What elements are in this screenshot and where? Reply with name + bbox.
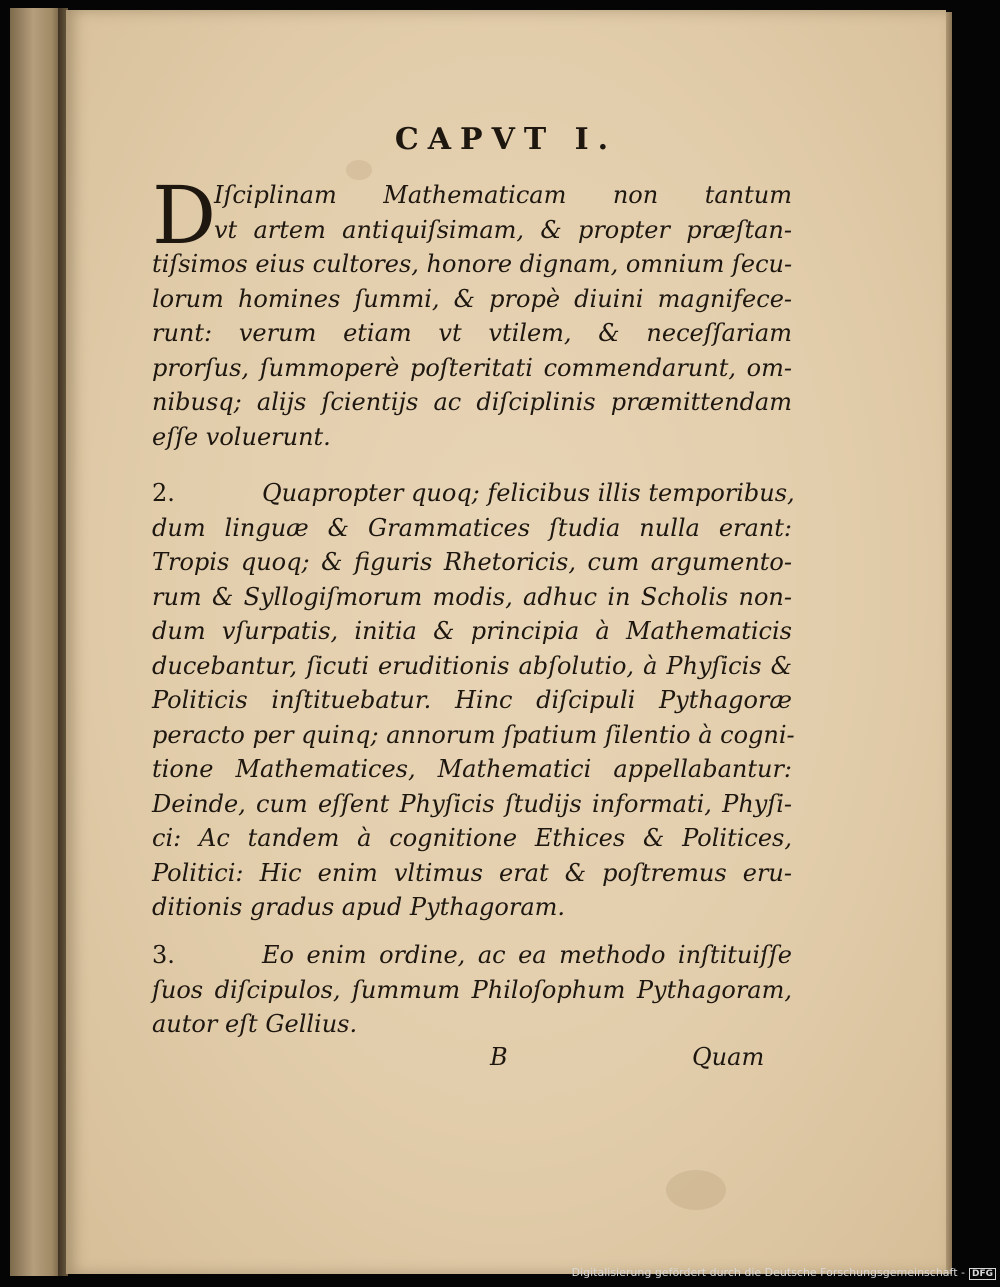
- signature-mark: B: [490, 1043, 508, 1071]
- paragraph-2: [152, 476, 795, 925]
- text-line: Iſciplinam Mathematicam non tantum: [214, 181, 792, 209]
- text-line: nibusq; alijs ſcientijs ac diſciplinis præmittendam: [152, 388, 792, 416]
- text-line: rum & Syllogiſmorum modis, adhuc in Scholis non-: [152, 582, 792, 611]
- drop-cap: D: [152, 169, 217, 262]
- text-line: Politicis inſtituebatur. Hinc diſcipuli Pythagoræ: [152, 686, 792, 714]
- paragraph-number: 2.: [152, 479, 175, 507]
- paragraph-3: [152, 938, 792, 1042]
- text-line: ducebantur, ſicuti eruditionis abſolutio, à Phyſicis &: [152, 651, 792, 680]
- text-line: lorum homines ſummi, & propè diuini magnifece-: [152, 284, 792, 313]
- credit-text: Digitalisierung gefördert durch die Deutsche Forschungsgemeinschaft -: [571, 1266, 965, 1279]
- text-line: ditionis gradus apud Pythagoram.: [152, 893, 566, 921]
- text-line: [152, 476, 795, 511]
- text-line: peracto per quinq; annorum ſpatium ſilentio à cogni-: [152, 720, 795, 749]
- facing-page-edge: [10, 8, 62, 1276]
- text-line: autor eſt Gellius.: [152, 1010, 358, 1038]
- text-line: dum vſurpatis, initia & principia à Mathematicis: [152, 617, 792, 645]
- text-line: eſſe voluerunt.: [152, 422, 331, 451]
- text-line: runt: verum etiam vt vtilem, & neceſſariam: [152, 319, 792, 347]
- text-line: dum linguæ & Grammatices ſtudia nulla erant:: [152, 513, 792, 542]
- text-line: Tropis quoq; & figuris Rhetoricis, cum argumento-: [152, 548, 792, 576]
- text-line: [152, 938, 792, 973]
- digitization-credit: [572, 1266, 996, 1280]
- text-line-content: Eo enim ordine, ac ea methodo inſtituiſſe: [262, 941, 792, 969]
- text-line: Deinde, cum eſſent Phyſicis ſtudijs informati, Phyſi-: [152, 789, 792, 818]
- text-line: Politici: Hic enim vltimus erat & poſtremus eru-: [152, 858, 792, 887]
- paper-stain: [666, 1170, 726, 1210]
- paragraph-1: [152, 169, 793, 454]
- text-line: tione Mathematices, Mathematici appellabantur:: [152, 755, 792, 783]
- book-page: [66, 10, 946, 1274]
- text-line: ci: Ac tandem à cognitione Ethices & Politices,: [152, 824, 792, 852]
- chapter-heading: CAPVT I.: [394, 122, 618, 157]
- paper-stain: [346, 160, 372, 180]
- text-line-content: Quapropter quoq; felicibus illis temporibus,: [262, 479, 795, 507]
- paragraph-number: 3.: [152, 941, 175, 969]
- text-line: prorſus, ſummoperè poſteritati commendarunt, om-: [152, 353, 792, 382]
- catchword: Quam: [692, 1043, 765, 1071]
- text-line: vt artem antiquiſsimam, & propter præſtan-: [214, 215, 792, 244]
- text-line: tiſsimos eius cultores, honore dignam, omnium ſecu-: [152, 250, 793, 278]
- text-line: ſuos diſcipulos, ſummum Philoſophum Pythagoram,: [152, 975, 792, 1004]
- dfg-logo: DFG: [969, 1268, 996, 1280]
